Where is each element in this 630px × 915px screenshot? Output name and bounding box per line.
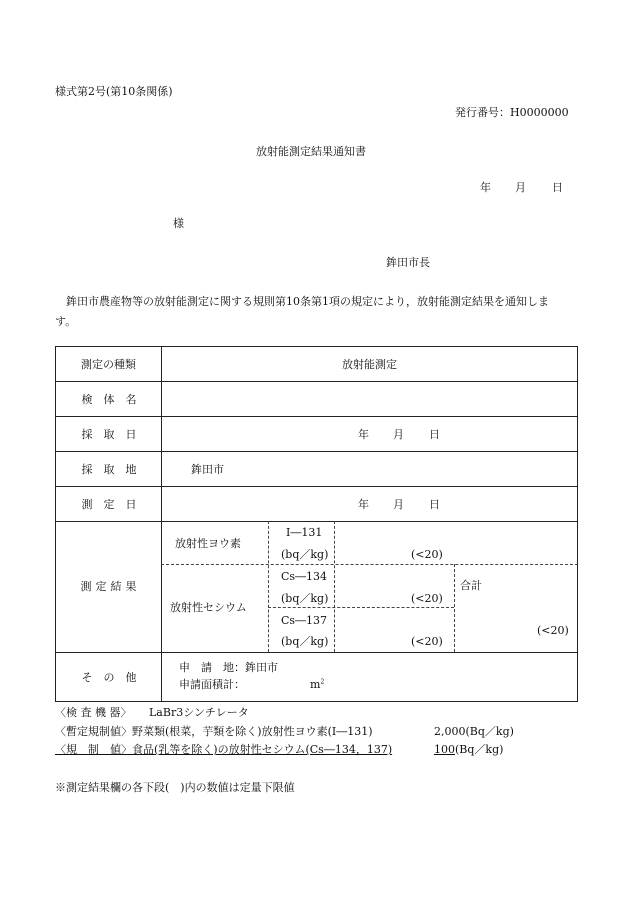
other-area-unit [310,679,324,690]
document-title: 放射能測定結果通知書 [256,145,366,158]
provisional-text: 野菜類(根菜，芋類を除く)放射性ヨウ素(I―131) [132,725,373,738]
collect-place-value: 鉾田市 [191,463,224,476]
regulation-text: 食品(乳等を除く)の放射性セシウム(Cs―134，137) [132,743,393,756]
collect-date-day: 日 [429,428,440,441]
iodine-limit: (<20) [411,548,443,561]
body-line-2: す。 [55,315,77,328]
iodine-isotope: I―131 [286,526,323,539]
note-regulation [55,744,392,755]
date-year: 年 [480,181,491,194]
regulation-value-num: 100 [434,743,455,756]
row-type-value: 放射能測定 [342,358,397,371]
row-collect-date-label: 採取日 [81,428,148,441]
provisional-label: 〈暫定規制値〉 [55,725,132,738]
row-collect-place-label: 採取地 [81,463,148,476]
cesium-name: 放射性セシウム [170,601,247,614]
iodine-name: 放射性ヨウ素 [175,537,241,550]
device-label: 〈検 査 機 器〉 [55,706,132,719]
issue-number: 発行番号：H0000000 [455,106,569,119]
provisional-value: 2,000(Bq／kg) [434,725,514,738]
note-device [55,707,249,718]
note-provisional [55,726,373,737]
cs134-limit: (<20) [411,592,443,605]
cs137-isotope: Cs―137 [281,614,328,627]
regulation-label: 〈規 制 値〉 [55,743,132,756]
footnote: ※測定結果欄の各下段( )内の数値は定量下限値 [55,781,295,794]
measure-date-day: 日 [429,498,440,511]
date-month: 月 [515,181,526,194]
form-number: 様式第2号(第10条関係) [55,85,173,98]
body-line-1: 鉾田市農産物等の放射能測定に関する規則第10条第1項の規定により，放射能測定結果を通知しま [66,295,549,308]
regulation-value [434,744,503,755]
measure-date-year: 年 [358,498,369,511]
cs137-unit: (bq／kg) [281,635,329,648]
iodine-unit: (bq／kg) [281,548,329,561]
sender-name: 鉾田市長 [386,256,430,269]
collect-date-month: 月 [393,428,404,441]
cesium-total-label: 合計 [460,579,482,592]
collect-date-year: 年 [358,428,369,441]
row-type-label: 測定の種類 [81,358,136,371]
cs134-unit: (bq／kg) [281,592,329,605]
measure-date-month: 月 [393,498,404,511]
other-area-label: 申請面積計： [179,678,245,691]
addressee-suffix: 様 [173,217,184,230]
area-unit: m [310,678,321,691]
area-unit-sup: 2 [320,678,325,686]
applicant-label: 申 請 地： [179,661,245,674]
other-applicant [179,662,278,673]
device-value: LaBr3シンチレータ [149,706,249,719]
cs134-isotope: Cs―134 [281,570,328,583]
date-day: 日 [552,181,563,194]
cs137-limit: (<20) [411,635,443,648]
applicant-value: 鉾田市 [245,661,278,674]
results-table [55,346,578,702]
regulation-value-unit: (Bq／kg) [455,743,504,756]
row-sample-label: 検体名 [81,393,148,406]
row-results-label: 測定結果 [80,580,141,593]
row-measure-date-label: 測定日 [81,498,148,511]
row-other-label: その他 [81,671,148,684]
cesium-total-limit: (<20) [537,624,569,637]
